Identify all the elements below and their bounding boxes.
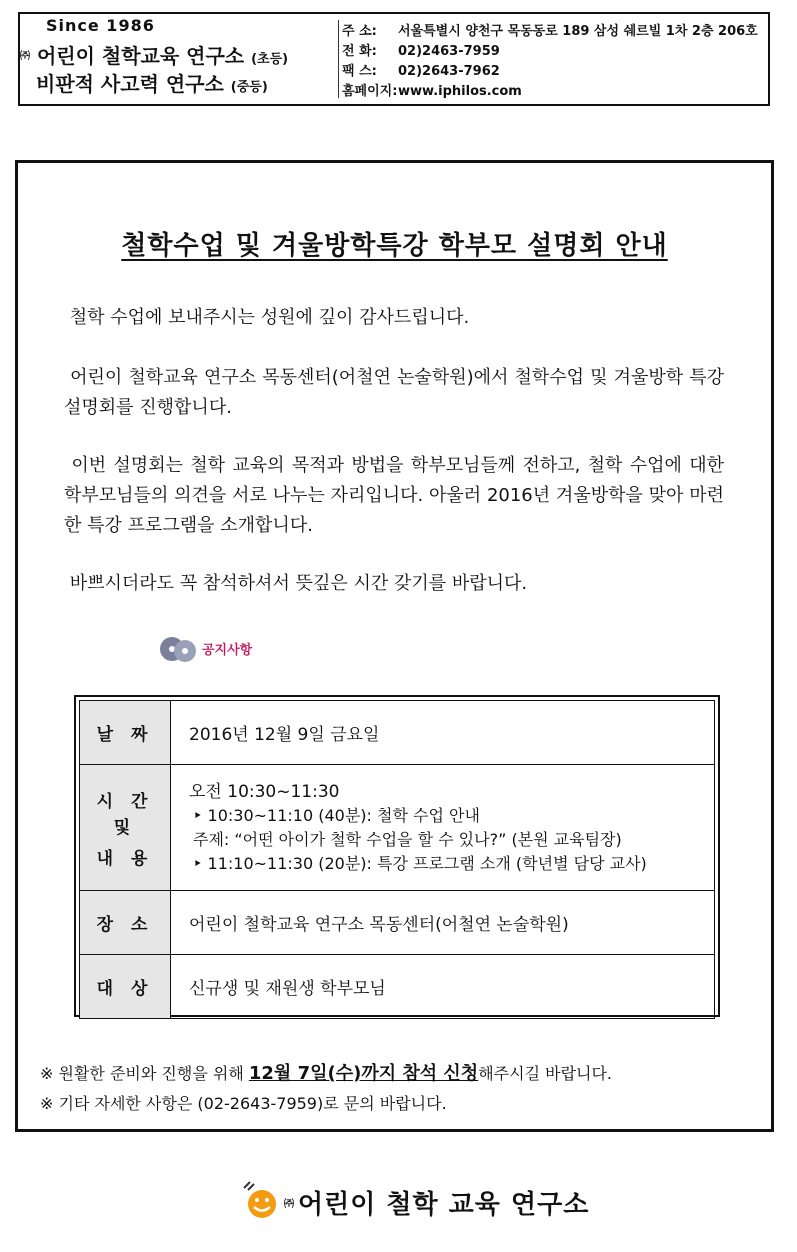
paragraph-purpose: 이번 설명회는 철학 교육의 목적과 방법을 학부모님들께 전하고, 철학 수업에 대한 학부모님들의 의견을 서로 나누는 자리입니다. 아울러 2016년 겨울방학을 맞아 마련한 특강 프로그램을 소개합니다.: [64, 455, 724, 536]
org-level-2: (중등): [230, 80, 268, 95]
notes: [40, 1059, 612, 1119]
paragraph-intro: 어린이 철학교육 연구소 목동센터(어철연 논술학원)에서 철학수업 및 겨울방학 특강 설명회를 진행합니다.: [64, 367, 724, 418]
org-level-1: (초등): [251, 52, 289, 67]
date-value: 2016년 12월 9일 금요일: [171, 701, 715, 765]
website-link[interactable]: www.iphilos.com: [398, 84, 522, 99]
target-value: 신규생 및 재원생 학부모님: [171, 955, 715, 1019]
notice-badge: [158, 635, 252, 661]
org-name-1: 어린이 철학교육 연구소: [36, 44, 245, 68]
deadline: 12월 7일(수)까지 참석 신청: [248, 1063, 479, 1084]
org-name-secondary: [36, 68, 268, 97]
table-row-place: [80, 891, 715, 955]
schedule-item-1-topic: 주제: “어떤 아이가 철학 수업을 할 수 있나?” (본원 교육팀장): [193, 829, 622, 849]
place-value: 어린이 철학교육 연구소 목동센터(어철연 논술학원): [171, 891, 715, 955]
disc-icon: [158, 635, 198, 661]
schedule-item-2: ‣ 11:10~11:30 (20분): 특강 프로그램 소개 (학년별 담당 교사): [193, 853, 647, 873]
footer-logo: [240, 1180, 589, 1224]
note-1: ※ 원활한 준비와 진행을 위해 12월 7일(수)까지 참석 신청해주시길 바랍니다.: [40, 1063, 613, 1084]
note-2: ※ 기타 자세한 사항은 (02-2643-7959)로 문의 바랍니다.: [40, 1094, 447, 1113]
table-row-date: [80, 701, 715, 765]
paragraph-thanks: 철학 수업에 보내주시는 성원에 깊이 감사드립니다.: [69, 307, 470, 328]
org-name-2: 비판적 사고력 연구소: [36, 72, 224, 96]
date-head: 날 짜: [80, 701, 171, 765]
corp-mark: ㈜: [20, 51, 30, 62]
header-divider: [338, 20, 339, 98]
schedule-value: [171, 765, 715, 891]
letterhead: [18, 12, 770, 106]
target-head: 대 상: [80, 955, 171, 1019]
notice-frame: [15, 160, 774, 1132]
fax-line: 팩 스: 02)2643-7962: [342, 64, 500, 79]
info-table: [74, 695, 720, 1017]
notice-label: 공지사항: [202, 642, 253, 658]
place-head: 장 소: [80, 891, 171, 955]
table-row-schedule: [80, 765, 715, 891]
page-title: 철학수업 및 겨울방학특강 학부모 설명회 안내: [121, 231, 668, 261]
paragraph-closing: 바쁘시더라도 꼭 참석하셔서 뜻깊은 시간 갖기를 바랍니다.: [69, 573, 528, 594]
smiley-logo-icon: [240, 1180, 284, 1224]
phone-line: 전 화: 02)2463-7959: [342, 44, 500, 59]
org-name-primary: [20, 40, 288, 69]
schedule-head: 시 간 및 내 용: [80, 765, 171, 891]
address-line: 주 소: 서울특별시 양천구 목동동로 189 삼성 쉐르빌 1차 2층 206호: [342, 24, 758, 39]
schedule-item-1: ‣ 10:30~11:10 (40분): 철학 수업 안내: [193, 805, 480, 825]
since-year: Since 1986: [46, 16, 155, 35]
website-line: 홈페이지:www.iphilos.com: [342, 84, 522, 99]
table-row-target: [80, 955, 715, 1019]
schedule-time: 오전 10:30~11:30: [189, 781, 340, 802]
contact-info: [342, 22, 758, 102]
footer-org-name: 어린이 철학 교육 연구소: [298, 1189, 590, 1220]
footer-corp-mark: ㈜: [284, 1198, 294, 1210]
